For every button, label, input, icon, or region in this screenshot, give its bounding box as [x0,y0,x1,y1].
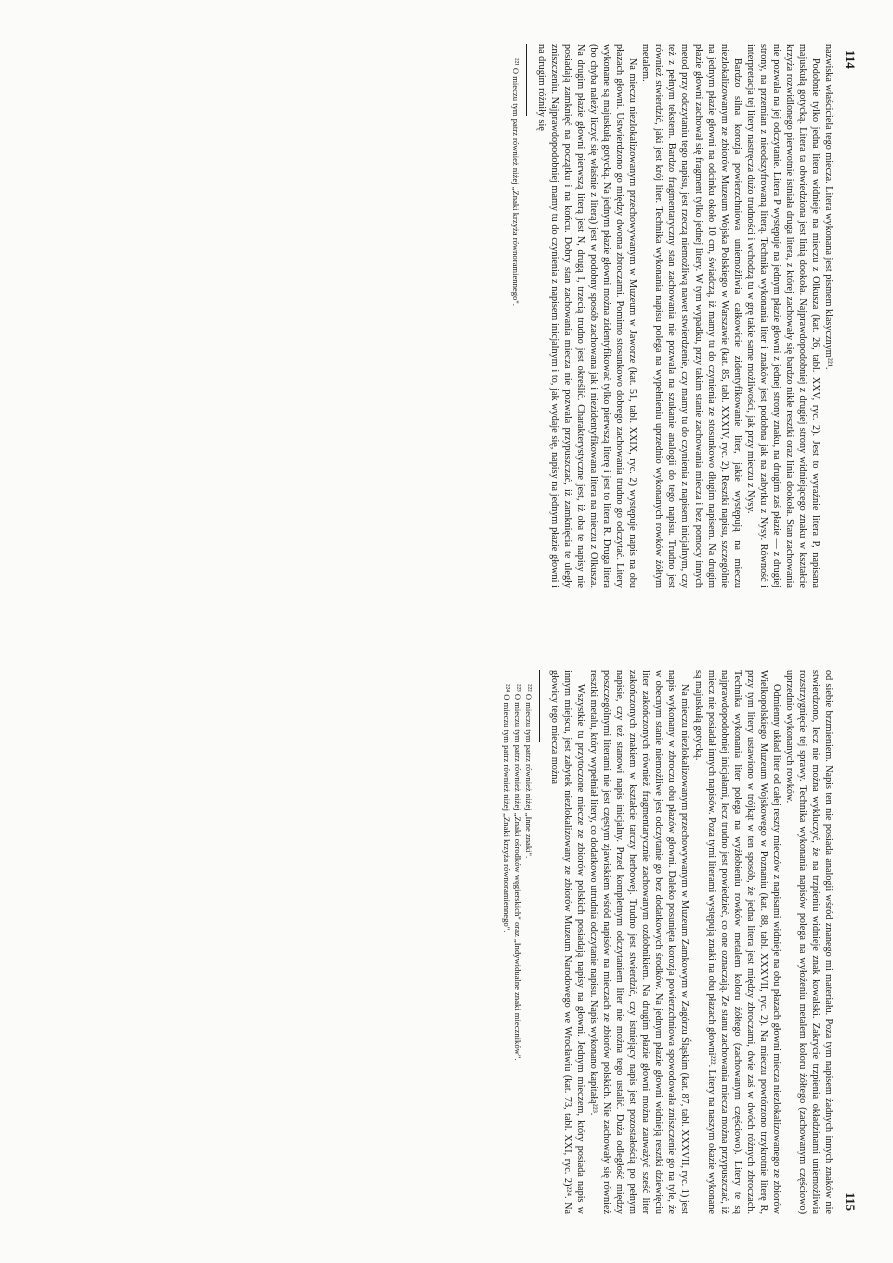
body-text [510,44,835,588]
paragraph: Odmienny układ liter od całej reszty mieczów z napisami widnieje na obu płazach głowni miecza niezlokalizowanego ze zbiorów Wielkopolskiego Muzeum Wojskowego w Poznaniu (kat. 88, tabl. XXXVII, ryc. 2). Na mieczu powtórzono trzykrotnie literę R, przy tym litery ustawiono w trójkąt w ten sposób, że jedna litera jest między zbroczami, dwie zaś w dwóch różnych zbroczach. Technika wykonania liter polega na wyżłobieniu rowków metalem koloru żółtego (zachowanym częściowo). Litery te są najprawdopodobniej inicjałami, lecz trudno jest powiedzieć, co one oznaczają. Ze stanu zachowania miecza można przypuszczać, iż miecz nie posiadał innych napisów. Poza tymi literami występują znaki na obu płazach głowni²²². Litery na naszym okazie wykonane są majuskułą gotycką. [692,670,782,1214]
paragraph: Na mieczu niezlokalizowanym przechowywanym w Muzeum w Jaworze (kat. 51, tabl. XXIX, ryc. 2) występuje napis na obu płazach głowni. Ustwierdzono go między dwoma zbroczami. Pomimo stosunkowo dobrego zachowania trudno go odczytać. Litery wykonane są majuskułą gotycką. Na jednym płazie głowni można zidentyfikować tylko pierwszą literę i jest to litera R. Druga litera (bo chyba należy liczyć się właśnie z literą) jest w podobny sposób zachowana jak i niezidentyfikowana litera na mieczu z Olkusza. Na drugim płazie głowni pierwszą literą jest N, drugą I, trzecią trudno jest określić. Charakterystyczne jest, iż oba te napisy nie posiadają zamknięć na początku i na końcu. Dobry stan zachowania miecza nie pozwala przypuszczać, iż zamknięcia te uległy zniszczeniu. Najprawdopodobniej mamy tu do czynienia z napisem inicjalnym i to, jak wydaje się, napisy na jednym płazie głowni i na drugim różniły się [535,44,639,588]
left-page [0,0,893,631]
page-number: 115 [843,1192,858,1211]
footnote-rule [539,670,540,742]
paragraph: Wszystkie tu przytoczone miecze ze zbiorów polskich posiadają napisy na głowni. Jednym mieczem, który posiada napis w innym miejscu, jest zabytek niezlokalizowany ze zbiorów Muzeum Narodowego we Wrocławiu (kat. 73, tabl. XXI, ryc. 2)²²⁴. Na głowicy tego miecza można [549,670,587,1214]
paragraph: Bardzo silna korozja powierzchniowa uniemożliwia całkowicie zidentyfikowanie liter, jakie występują na mieczu niezlokalizowanym ze zbiorów Muzeum Wojska Polskiego w Warszawie (kat. 85, tabl. XXXIV, ryc. 2). Resztki napisu, szczególnie na jednym płazie głowni na odcinku około 10 cm, świadczą, iż mamy tu do czynienia ze stosunkowo długim napisem. Na drugim płazie głowni zachował się fragment tylko jednej litery. W tym wypadku, przy takim stanie zachowania miecza i bez pomocy innych metod przy odczytaniu tego napisu, jest rzeczą niemożliwą nawet stwierdzenie, czy mamy tu do czynienia z napisem inicjalnym, czy też z pełnym tekstem. Bardzo fragmentaryczny stan zachowania nie pozwala na szukanie analogii do tego napisu. Trudno jest również stwierdzić, jaki jest krój liter. Technika wykonania napisu polega na wypełnieniu uprzednio wykonanych rowków żółtym metalem. [640,44,743,588]
body-text [501,670,835,1214]
page-number: 114 [843,50,858,69]
footnote-rule [526,44,527,116]
footnote: ²²³ O mieczu tym patrz również niżej „Znaki ośrodków węgierskich" oraz „Indywidualne znaki mieczników". [512,684,523,1061]
paragraph: od siebie brzmieniem. Napis ten nie posiada analogii wśród znanego mi materiału. Poza tym napisem żadnych innych znaków nie stwierdzono, lecz nie można wykluczyć, że na trzpieniu widnieje znak kowalski. Zakrycie trzpienia okładzinami uniemożliwia rozstrzygnięcie tej sprawy. Technika wykonania napisów polega na wyłożeniu metalem koloru żółtego (zachowanym częściowo) uprzednio wykonanych rowków. [783,670,834,1214]
right-page [0,632,893,1263]
paragraph: nazwiska właściciela tego miecza. Litera wykonana jest pismem klasycznym²²¹. [823,44,834,370]
footnote: ²²⁴ O mieczu tym patrz również niżej „Znaki krzyża równoramiennego". [501,684,512,933]
footnote: ²²¹ O mieczu tym patrz również niżej „Znaki krzyża równoramiennego". [510,58,521,306]
paragraph: Na mieczu niezlokalizowanym przechowywanym w Muzeum Zamkowym w Zagórzu Śląskim (kat. 87, tabl. XXXVII, ryc. 1) jest napis wykonany w zbroczu obu płazów głowni. Daleko posunięta korozja powierzchniowa spowodowała zniszczenie go na tyle, że w obecnym stanie niemożliwe jest odczytanie go bez dodatkowych środków. Na jednym płazie głowni widnieją resztki dziewięciu liter zakończonych również fragmentarycznie zachowanym ozdobnikiem. Na drugim płazie głowni można zauważyć sześć liter zakończonych znakiem w kształcie tarczy herbowej. Trudno jest stwierdzić, czy istniejący napis jest pozostałością po pełnym napisie, czy też stanowi napis inicjalny. Przed kompletnym odczytaniem liter nie można tego ustalić. Duża odległość między poszczególnymi literami nie jest częstym zjawiskiem wśród napisów na mieczach ze zbiorów polskich. Nie zachowały się również resztki metalu, który wypełniał litery, co dodatkowo utrudnia odczytanie napisu. Napis wykonano kapitałą²²³. [588,670,691,1214]
footnote: ²²² O mieczu tym patrz również niżej „Inne znaki". [523,684,534,859]
paragraph: Podobnie tylko jedna litera widnieje na mieczu z Olkusza (kat. 26, tabl. XXV, ryc. 2). Jest to wyraźnie litera P, napisana majuskułą gotycką. Litera ta obwiedziona jest linią dookoła. Najprawdopodobniej z drugiej strony widniejącego znaku w kształcie krzyża rozwidlonego pierwotnie istniała druga litera, z której zachowały się bardzo nikłe resztki oraz linia dookoła. Stan zachowania nie pozwala na jej odczytanie. Litera P występuje na jednym płazie głowni z jednej strony znaku, na drugim zaś płazie — z drugiej strony, na przemian z nieodszyfrowaną literą. Technika wykonania liter i znaków jest podobna jak na zabytku z Nysy. Równość i interpretacja tej litery nastręcza dużo trudności i wchodzą tu w grę takie same możliwości, jak przy mieczu z Nysy. [744,44,821,588]
